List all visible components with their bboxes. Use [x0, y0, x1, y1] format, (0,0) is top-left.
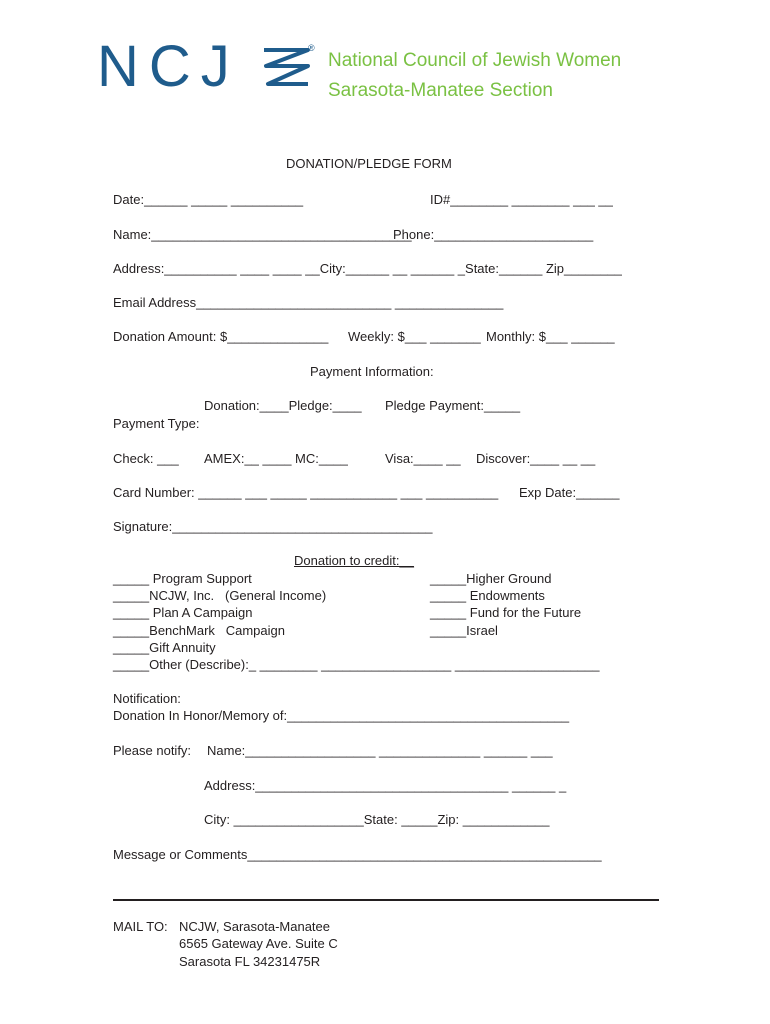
please-notify-label: Please notify: [113, 743, 192, 758]
weekly-field[interactable]: Weekly: $___ _______ [348, 329, 481, 344]
visa-field[interactable]: Visa:____ __ [385, 451, 461, 466]
pledge-payment-field[interactable]: Pledge Payment:_____ [385, 398, 521, 413]
notify-name-field[interactable]: Name:__________________ ______________ ______ ___ [207, 743, 553, 758]
id-field[interactable]: ID#________ ________ ___ __ [430, 192, 613, 207]
notification-label: Notification: [113, 691, 181, 706]
credit-option[interactable]: _____Higher Ground [430, 571, 552, 586]
credit-option[interactable]: _____Israel [430, 623, 498, 638]
mail-to-line: 6565 Gateway Ave. Suite C [179, 936, 338, 951]
registered-mark: ® [308, 43, 315, 53]
credit-option[interactable]: _____ Program Support [113, 571, 252, 586]
date-field[interactable]: Date:______ _____ __________ [113, 192, 304, 207]
credit-option[interactable]: _____BenchMark Campaign [113, 623, 285, 638]
credit-option[interactable]: _____Other (Describe):_ ________ __________________ ____________________ [113, 657, 600, 672]
mail-to-line: NCJW, Sarasota-Manatee [179, 919, 331, 934]
credit-option[interactable]: _____ Endowments [430, 588, 545, 603]
donation-pledge-field[interactable]: Donation:____Pledge:____ [204, 398, 362, 413]
logo-w-mark [258, 44, 314, 106]
notify-address-field[interactable]: Address:___________________________________ ______ _ [204, 778, 567, 793]
email-field[interactable]: Email Address___________________________ _______________ [113, 295, 504, 310]
donation-amount-field[interactable]: Donation Amount: $______________ [113, 329, 329, 344]
divider [113, 899, 659, 901]
signature-field[interactable]: Signature:____________________________________ [113, 519, 433, 534]
message-field[interactable]: Message or Comments_________________________________________________ [113, 847, 602, 862]
donation-credit-heading: Donation to credit:__ [294, 553, 414, 568]
name-field[interactable]: Name:____________________________________ [113, 227, 412, 242]
check-field[interactable]: Check: ___ [113, 451, 179, 466]
phone-field[interactable]: Phone:______________________ [393, 227, 594, 242]
payment-type-label: Payment Type: [113, 416, 200, 431]
mail-to-line: Sarasota FL 34231475R [179, 954, 321, 969]
form-title: DONATION/PLEDGE FORM [286, 156, 452, 171]
org-name: National Council of Jewish Women [328, 50, 622, 71]
logo-letters: NCJ [97, 34, 240, 99]
monthly-field[interactable]: Monthly: $___ ______ [486, 329, 615, 344]
amex-mc-field[interactable]: AMEX:__ ____ MC:____ [204, 451, 348, 466]
payment-info-heading: Payment Information: [310, 364, 434, 379]
discover-field[interactable]: Discover:____ __ __ [476, 451, 596, 466]
section-name: Sarasota-Manatee Section [328, 80, 553, 101]
honor-memory-field[interactable]: Donation In Honor/Memory of:_______________________________________ [113, 708, 570, 723]
exp-date-field[interactable]: Exp Date:______ [519, 485, 620, 500]
card-number-field[interactable]: Card Number: ______ ___ _____ ____________ ___ __________ [113, 485, 499, 500]
credit-option[interactable]: _____ Fund for the Future [430, 605, 582, 620]
credit-option[interactable]: _____Gift Annuity [113, 640, 216, 655]
mail-to-label: MAIL TO: [113, 919, 168, 934]
notify-city-field[interactable]: City: __________________State: _____Zip: ____________ [204, 812, 550, 827]
credit-option[interactable]: _____ Plan A Campaign [113, 605, 253, 620]
credit-option[interactable]: _____NCJW, Inc. (General Income) [113, 588, 327, 603]
address-field[interactable]: Address:__________ ____ ____ __City:______ __ ______ _State:______ Zip________ [113, 261, 622, 276]
